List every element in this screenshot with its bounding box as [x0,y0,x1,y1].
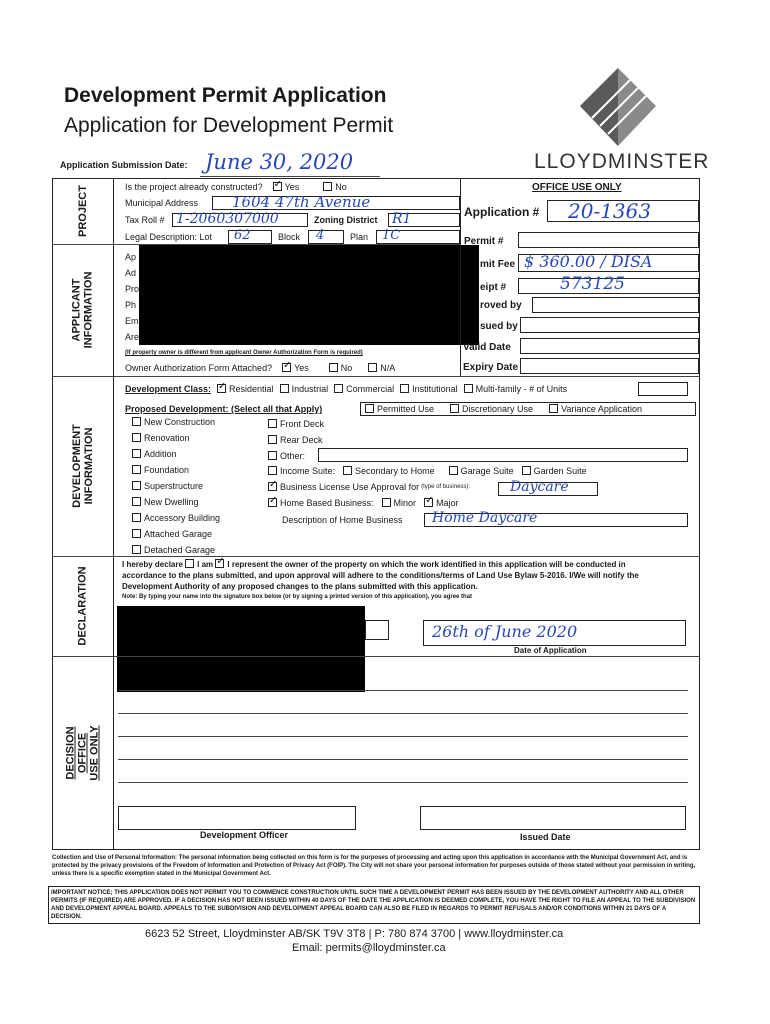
tax-roll-value: 1-2060307000 [176,211,279,227]
block-value: 4 [316,228,325,243]
constructed-question: Is the project already constructed? [125,182,263,192]
permit-fee-value: $ 360.00 / DISA [524,252,653,271]
section-project: PROJECT [52,178,114,244]
item-new-dwelling[interactable]: New Dwelling [132,497,199,507]
decision-line-4[interactable] [118,759,688,760]
business-type-value: Daycare [510,479,569,495]
class-multi-family[interactable]: Multi-family - # of Units [464,384,568,394]
constructed-yes[interactable]: ✓ Yes [273,182,300,192]
redacted-signature [117,606,365,692]
owner-form-label: Owner Authorization Form Attached? [125,363,273,373]
business-license-option[interactable]: ✓Business License Use Approval for [268,482,419,492]
major-option[interactable]: ✓ Major [424,498,459,508]
redacted-applicant-info [139,245,479,345]
footer-address: 6623 52 Street, Lloydminster AB/SK T9V 3T8 | P: 780 874 3700 | www.lloydminster.ca [145,928,564,940]
receipt-value: 573125 [560,274,625,294]
applicant-row-5: Em [125,316,139,326]
decision-line-2[interactable] [118,713,688,714]
block-field[interactable] [308,230,344,244]
applicant-row-1: Ap [125,252,137,262]
secondary-to-home-option[interactable]: Secondary to Home [343,466,435,476]
section-decision: DECISION OFFICE USE ONLY [52,656,114,850]
item-detached-garage[interactable]: Detached Garage [132,545,215,555]
use-type-group [360,402,696,416]
discretionary-use-option[interactable]: Discretionary Use [450,404,533,414]
logo-wordmark: LLOYDMINSTER [534,150,710,173]
other-field[interactable] [318,448,688,462]
applicant-row-6: Are [125,332,140,342]
approved-by-field[interactable] [532,297,699,313]
applicant-row-4: Ph [125,300,137,310]
item-attached-garage[interactable]: Attached Garage [132,529,212,539]
decision-line-5[interactable] [118,782,688,783]
class-institutional[interactable]: Institutional [400,384,458,394]
owner-note: (If property owner is different from applicant Owner Authorization Form is required) [125,350,363,356]
permitted-use-option[interactable]: Permitted Use [365,404,434,414]
garden-suite-option[interactable]: Garden Suite [522,466,587,476]
address-value: 1604 47th Avenue [232,193,371,211]
address-label: Municipal Address [125,198,199,208]
form-subtitle: Application for Development Permit [64,114,394,137]
lloydminster-logo-icon [578,66,658,148]
proposed-development-label: Proposed Development: (Select all that Apply) [125,404,323,414]
submission-date-value[interactable]: June 30, 2020 [205,150,354,174]
zoning-label: Zoning District [314,215,378,225]
valid-date-label: Valid Date [463,342,511,353]
important-notice: IMPORTANT NOTICE; THIS APPLICATION DOES NOT PERMIT YOU TO COMMENCE CONSTRUCTION UNTIL SUCH TIME A DEVELOPMENT PERMIT HAS BEEN ISSUED BY THE DEVELOPMENT AUTHORITY AND ALL OTHER PERMITS (IF REQUIRED) ARE APPROVED. IF A DECISION HAS NOT BEEN ISSUED WITHIN 40 DAYS OF THE DATE THE APPLICATION IS DEEMED COMPLETE, YOU HAVE THE RIGHT TO FILE AN APPEAL TO THE SUBDIVISION AND DEVELOPMENT APPEAL BOARD. APPEALS TO THE SUBDIVISION AND DEVELOPMENT APPEAL BOARD CAN ALSO BE FILED IN REGARDS TO PERMIT REFUSALS AND/OR CONDITIONS WITHIN 21 DAYS OF A DECISION. [48,886,700,924]
issued-by-label: sued by [480,321,518,332]
item-foundation[interactable]: Foundation [132,465,189,475]
signature-field[interactable] [365,620,389,640]
application-number-label: Application # [464,205,540,219]
item-new-construction[interactable]: New Construction [132,417,215,427]
decision-line-3[interactable] [118,736,688,737]
date-of-application-value: 26th of June 2020 [432,622,578,641]
date-of-application-label: Date of Application [514,646,587,655]
item-rear-deck[interactable]: Rear Deck [268,435,323,445]
decision-line-1[interactable] [118,690,688,691]
plan-label: Plan [350,232,369,242]
income-suite-option[interactable]: Income Suite: [268,466,335,476]
item-accessory-building[interactable]: Accessory Building [132,513,220,523]
legal-description-label: Legal Description: Lot [125,232,213,242]
garage-suite-option[interactable]: Garage Suite [449,466,514,476]
business-type-small-label: (type of business): [421,484,471,490]
receipt-label: eipt # [480,282,507,293]
item-addition[interactable]: Addition [132,449,177,459]
section-applicant: APPLICANT INFORMATION [52,244,114,376]
privacy-notice: Collection and Use of Personal Information: The personal information being collected on this form is for the purposes of processing and acting upon this application in accordance with the Municipal Government Act, and is protected by the privacy provisions of the Freedom of Information and Protection of Privacy Act (FOIP). The City will not share your personal information for purposes outside of those stated without your permission in writing, unless there is a specific exemption stated in the Municipal Government Act. [52,855,696,877]
application-number-value: 20-1363 [568,199,652,223]
section-declaration: DECLARATION [52,556,114,656]
home-business-description-label: Description of Home Business [282,515,403,525]
applicant-row-2: Ad [125,268,137,278]
office-use-title: OFFICE USE ONLY [532,182,622,193]
class-residential[interactable]: ✓ Residential [217,384,274,394]
declaration-text: I hereby declare I am ✓ I represent the owner of the property on which the work identified in this application will be conducted in accordance to the plans submitted, and upon approval will adhere to the conditions/terms of Land Use Bylaw 5-2016. I/We will notify the Development Authority of any proposed changes to the plans submitted with this application. Note: By typing your name into the signature box below (or by signing a printed version of this application), you agree that [122,559,698,603]
units-field[interactable] [638,382,688,396]
form-title: Development Permit Application [64,84,387,107]
footer-email: Email: permits@lloydminster.ca [292,942,446,954]
valid-date-field[interactable] [520,338,699,354]
applicant-row-3: Pro [125,284,140,294]
issued-date-field[interactable] [420,806,686,830]
variance-application-option[interactable]: Variance Application [549,404,642,414]
expiry-date-label: Expiry Date [463,362,519,373]
issued-by-field[interactable] [520,317,699,333]
permit-number-label: Permit # [464,236,504,247]
minor-option[interactable]: Minor [382,498,417,508]
class-commercial[interactable]: Commercial [334,384,394,394]
owner-form-na[interactable]: N/A [368,363,395,373]
expiry-date-field[interactable] [520,358,699,374]
issued-date-label: Issued Date [520,832,571,842]
item-renovation[interactable]: Renovation [132,433,190,443]
class-industrial[interactable]: Industrial [280,384,329,394]
development-officer-field[interactable] [118,806,356,830]
item-other[interactable]: Other: [268,451,305,461]
approved-by-label: roved by [480,300,522,311]
owner-form-no[interactable]: No [329,363,353,373]
permit-number-field[interactable] [518,232,699,248]
item-superstructure[interactable]: Superstructure [132,481,203,491]
zoning-value: R1 [392,211,412,227]
block-label: Block [278,232,301,242]
section-development: DEVELOPMENT INFORMATION [52,376,114,556]
tax-roll-label: Tax Roll # [125,215,165,225]
item-front-deck[interactable]: Front Deck [268,419,324,429]
lot-value: 62 [234,228,251,243]
development-officer-label: Development Officer [200,830,289,840]
plan-value: 1C [382,228,401,243]
constructed-no[interactable]: No [323,182,347,192]
development-class-label: Development Class: [125,384,212,394]
submission-date-label: Application Submission Date: [60,160,188,170]
permit-fee-label: mit Fee [480,259,516,270]
home-based-business-option[interactable]: ✓Home Based Business: [268,498,374,508]
owner-form-yes[interactable]: ✓ Yes [282,363,309,373]
home-business-description-value: Home Daycare [432,510,538,526]
